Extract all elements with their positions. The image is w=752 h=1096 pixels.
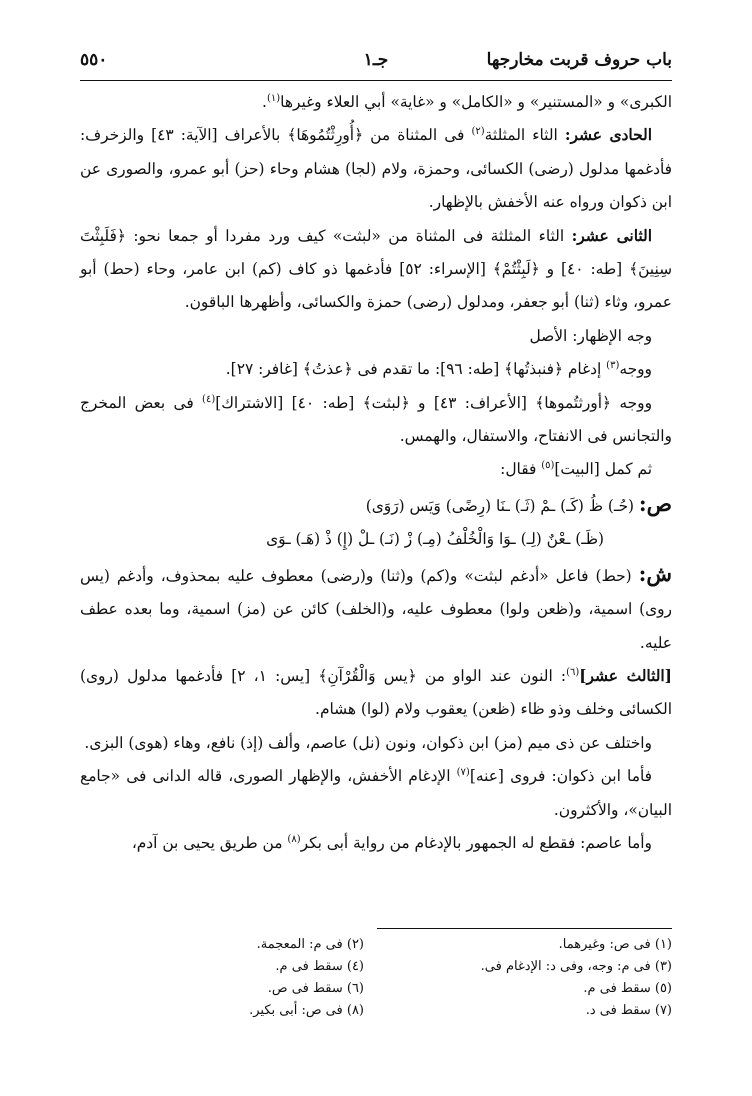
running-header xyxy=(80,46,672,81)
footnote-ref-8: (٨) xyxy=(287,833,301,845)
section-label: الثانى عشر: xyxy=(571,226,652,245)
paragraph-5: ووجه$^{(٣)}$ إدغام ﴿فنبذتُها﴾ [طه: ٩٦]: ما تقدم فى ﴿عذتُ﴾ [غافر: ٢٧]. xyxy=(225,360,652,379)
paragraph-commentary: ش: (حط) فاعل «أدغم لبثت» و(كم) و(ثنا) و(رضى) معطوف عليه بمحذوف، وأدغم (يس روى) اسمية، و(ظعن ولوا) معطوف عليه، و(الخلف) كائن عن (مز) اسمية، وما بعده عطف عليه. xyxy=(80,560,672,652)
paragraph-6: ووجه ﴿أورثتُموها﴾ [الأعراف: ٤٣] و ﴿لبثت﴾ [طه: ٤٠] [الاشتراك]$^{(٤)}$ فى بعض المخرج والتجانس فى الانفتاح، والاستفال، والهمس. xyxy=(80,393,672,446)
footnote-ref-5: (٥) xyxy=(541,460,555,472)
paragraph-4: وجه الإظهار: الأصل xyxy=(529,326,652,345)
footnote-item: (٧) سقط فى د. xyxy=(585,1003,672,1018)
paragraph-10: واختلف عن ذى ميم (مز) ابن ذكوان، ونون (نل) عاصم، وألف (إذ) نافع، وهاء (هوى) البزى. xyxy=(84,733,652,752)
chapter-title: باب حروف قربت مخارجها xyxy=(486,50,672,70)
footnote-ref-7: (٧) xyxy=(456,767,470,778)
paragraph-9: [الثالث عشر]$^{(٦)}$: النون عند الواو من ﴿يس وَالْقُرْآنِ﴾ [يس: ١، ٢] فأدغمها مدلول (روى) الكسائى وخلف وذو ظاء (ظعن) يعقوب ولام (لوا) هشام. xyxy=(80,666,672,719)
footnote-item: (٨) فى ص: أبى بكير. xyxy=(249,1003,364,1018)
footnote-item: (٦) سقط فى ص. xyxy=(267,981,364,996)
footnote-ref-4: (٤) xyxy=(202,393,216,405)
verse-line-1: ص: (حُـ) ظُ (كَـ) ـمْ (ثَـ) ـنَا (رِضًى) وَيَس (رَوَى) xyxy=(365,490,672,516)
footnote-item: (٣) فى م: وجه، وفى د: الإدغام فى. xyxy=(480,959,672,974)
paragraph-11: فأما ابن ذكوان: فروى [عنه]$^{(٧)}$ الإدغام الأخفش، والإظهار الصورى، قاله الدانى فى «جامع البيان»، والأكثرون. xyxy=(80,767,672,819)
commentary-label: ش: xyxy=(638,560,672,586)
paragraph-12: وأما عاصم: فقطع له الجمهور بالإدغام من رواية أبى بكر$^{(٨)}$ من طريق يحيى بن آدم، xyxy=(131,833,652,852)
section-label: الحادى عشر: xyxy=(564,126,652,145)
section-label: [الثالث عشر] xyxy=(579,666,672,685)
footnote-item: (٤) سقط فى م. xyxy=(275,959,364,974)
paragraph-7: ثم كمل [البيت]$^{(٥)}$ فقال: xyxy=(500,460,652,479)
footnote-ref-3: (٣) xyxy=(606,360,620,372)
footnote-item: (٢) فى م: المعجمة. xyxy=(256,937,364,952)
volume-label: جـ١ xyxy=(363,50,389,70)
main-text xyxy=(80,86,672,860)
page-number: ٥٥٠ xyxy=(80,50,108,70)
paragraph-3: الثانى عشر: الثاء المثلثة فى المثناة من «لبثت» كيف ورد مفردا أو جمعا نحو: ﴿فَلَبِثْتَ سِنِينَ﴾ [طه: ٤٠] و ﴿لَبِثْتُمْ﴾ [الإسراء: ٥٢] فأدغمها ذو كاف (كم) ابن عامر، وحاء (حط) أبو عمرو، وثاء (ثنا) أبو جعفر، ومدلول (رضى) حمزة والكسائى، وأظهرها الباقون. xyxy=(80,226,672,312)
verse-line-2: (ظَـ) ـعْنٌ (لِـ) ـوَا وَالْخُلْفُ (مِـ) زْ (نَـ) ـلْ (إِ) ذْ (هَـ) ـوَى xyxy=(266,530,604,549)
footnote-ref-2: (٢) xyxy=(471,126,485,138)
footnote-item: (٥) سقط فى م. xyxy=(583,981,672,996)
footnote-ref-6: (٦) xyxy=(566,666,580,678)
footnotes xyxy=(80,934,672,1022)
verse-label: ص: xyxy=(638,490,672,516)
footnote-divider xyxy=(377,928,672,929)
footnote-item: (١) فى ص: وغيرهما. xyxy=(558,937,672,952)
footnote-ref-1: (١) xyxy=(266,92,281,104)
paragraph-2: الحادى عشر: الثاء المثلثة$^{(٢)}$ فى المثناة من ﴿أُورِثْتُمُوهَا﴾ بالأعراف [الآية: ٤٣] والزخرف: فأدغمها مدلول (رضى) الكسائى، وحمزة، ولام (لجا) هشام وحاء (حز) أبو عمرو، والصورى عن ابن ذكوان ورواه عنه الأخفش بالإظهار. xyxy=(80,126,672,212)
paragraph-1: الكبرى» و «المستنير» و «الكامل» و «غاية» أبي العلاء وغيرها$^{(١)}$. xyxy=(262,92,672,111)
